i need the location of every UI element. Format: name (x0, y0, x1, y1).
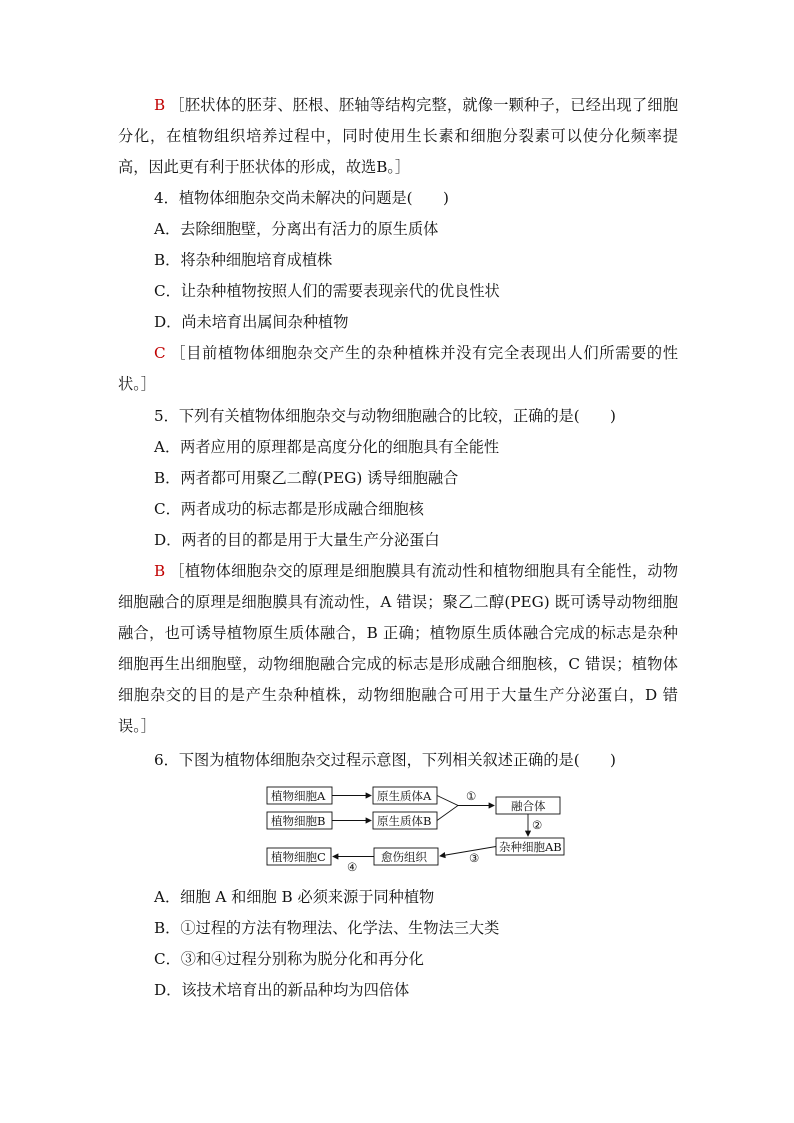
question-4-option-d: D．尚未培育出属间杂种植物 (154, 313, 349, 331)
question-4-option-a: A．去除细胞壁，分离出有活力的原生质体 (154, 220, 439, 238)
label-plant-cell-c: 植物细胞C (271, 850, 326, 864)
step-2-label: ② (532, 818, 543, 832)
explanation-text: ［目前植物体细胞杂交产生的杂种植株并没有完全表现出人们所需要的性状。］ (118, 344, 678, 393)
question-6-option-d: D．该技术培育出的新品种均为四倍体 (154, 981, 410, 999)
question-6-option-a: A．细胞 A 和细胞 B 必须来源于同种植物 (154, 888, 435, 906)
explanation-text: ［胚状体的胚芽、胚根、胚轴等结构完整，就像一颗种子，已经出现了细胞分化，在植物组织培养过程中，同时使用生长素和细胞分裂素可以使分化频率提高，因此更有利于胚状体的形成，故选B。］ (118, 96, 678, 176)
merge-lines (437, 796, 458, 821)
question-4-stem: 4．植物体细胞杂交尚未解决的问题是( ) (154, 189, 449, 207)
step-3-label: ③ (469, 851, 480, 865)
answer-explanation-q4 (118, 338, 678, 400)
answer-letter: B (154, 562, 166, 580)
label-plant-cell-a: 植物细胞A (271, 789, 326, 803)
label-plant-cell-b: 植物细胞B (271, 814, 326, 828)
step-1-label: ① (466, 789, 477, 803)
question-5-option-a: A．两者应用的原理都是高度分化的细胞具有全能性 (154, 438, 500, 456)
answer-explanation-q3 (118, 90, 678, 183)
explanation-text: ［植物体细胞杂交的原理是细胞膜具有流动性和植物细胞具有全能性，动物细胞融合的原理是细胞膜具有流动性，A 错误；聚乙二醇(PEG) 既可诱导动物细胞融合，也可诱导植物原生质体融合，B 正确；植物原生质体融合完成的标志是杂种细胞再生出细胞壁，动物细胞融合完成的标志是形成融合细胞核，C 错误；植物体细胞杂交的目的是产生杂种植株，动物细胞融合可用于大量生产分泌蛋白，D 错误。］ (118, 562, 678, 735)
question-6-stem: 6．下图为植物体细胞杂交过程示意图，下列相关叙述正确的是( ) (154, 751, 616, 769)
question-5-stem: 5．下列有关植物体细胞杂交与动物细胞融合的比较，正确的是( ) (154, 407, 616, 425)
question-5-option-c: C．两者成功的标志都是形成融合细胞核 (154, 500, 424, 518)
step-4-label: ④ (347, 860, 358, 874)
label-protoplast-a: 原生质体A (377, 789, 432, 803)
label-fusion: 融合体 (511, 799, 546, 813)
question-6-option-b: B．①过程的方法有物理法、化学法、生物法三大类 (154, 919, 500, 937)
question-5-option-b: B．两者都可用聚乙二醇(PEG) 诱导细胞融合 (154, 469, 459, 487)
diagram-svg (262, 784, 572, 874)
answer-explanation-q5 (118, 556, 678, 742)
question-4-option-c: C．让杂种植物按照人们的需要表现亲代的优良性状 (154, 282, 500, 300)
answer-letter: C (154, 344, 166, 362)
arrow-hybrid-to-callus (440, 847, 496, 857)
question-6-option-c: C．③和④过程分别称为脱分化和再分化 (154, 950, 424, 968)
cell-hybridization-diagram (262, 784, 572, 878)
answer-letter: B (154, 96, 166, 114)
label-callus: 愈伤组织 (381, 850, 427, 864)
question-4-option-b: B．将杂种细胞培育成植株 (154, 251, 333, 269)
question-5-option-d: D．两者的目的都是用于大量生产分泌蛋白 (154, 531, 440, 549)
label-protoplast-b: 原生质体B (377, 814, 432, 828)
label-hybrid-cell: 杂种细胞AB (499, 840, 562, 854)
